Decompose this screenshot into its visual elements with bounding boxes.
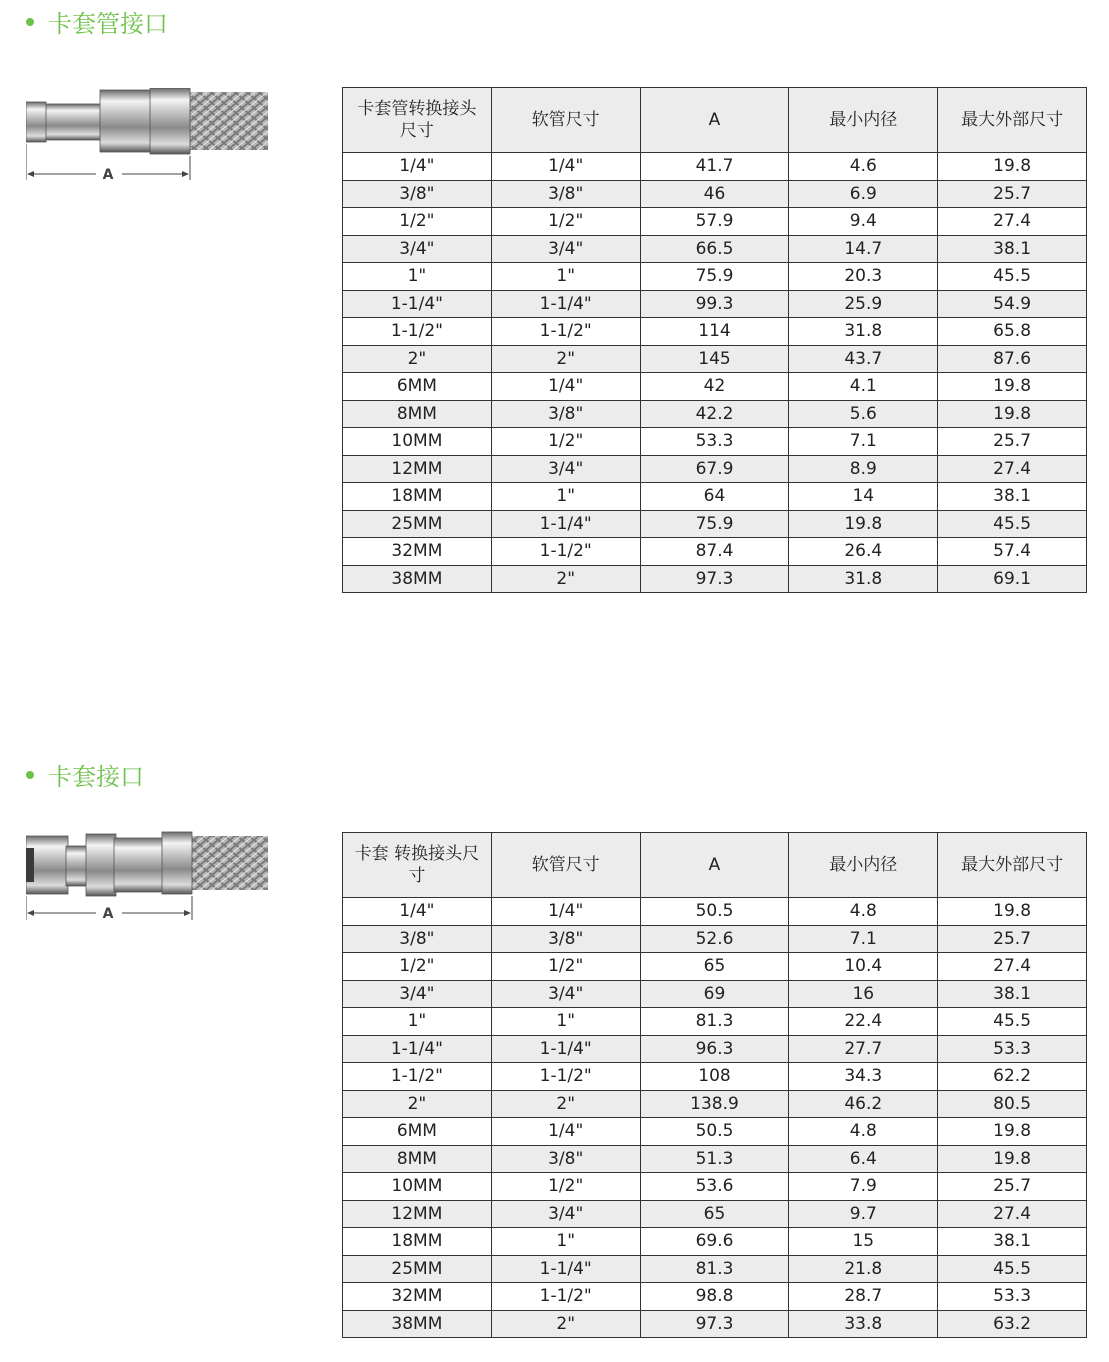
table-cell: 4.8	[789, 898, 938, 926]
table-cell: 53.3	[640, 428, 789, 456]
table-cell: 1/4"	[491, 153, 640, 181]
table-cell: 27.7	[789, 1035, 938, 1063]
table-row	[343, 1118, 1087, 1146]
table-row	[343, 898, 1087, 926]
table-cell: 3/4"	[491, 455, 640, 483]
table-cell: 38.1	[938, 1228, 1087, 1256]
table-cell: 66.5	[640, 235, 789, 263]
table-cell: 7.1	[789, 428, 938, 456]
table-cell: 45.5	[938, 1255, 1087, 1283]
table-row	[343, 980, 1087, 1008]
table-cell: 20.3	[789, 263, 938, 291]
section-title-text: 卡套接口	[48, 763, 144, 791]
table-cell: 12MM	[343, 455, 492, 483]
table-cell: 10.4	[789, 953, 938, 981]
table-cell: 31.8	[789, 565, 938, 593]
table-cell: 25MM	[343, 1255, 492, 1283]
table-cell: 80.5	[938, 1090, 1087, 1118]
table-row	[343, 953, 1087, 981]
column-header: 卡套管转换接头尺寸	[343, 88, 492, 153]
table-cell: 2"	[491, 1310, 640, 1338]
table-row	[343, 290, 1087, 318]
table-cell: 31.8	[789, 318, 938, 346]
table-cell: 3/8"	[491, 1145, 640, 1173]
table-cell: 28.7	[789, 1283, 938, 1311]
table-cell: 4.1	[789, 373, 938, 401]
tube-fitting-diagram	[26, 88, 268, 192]
table-cell: 96.3	[640, 1035, 789, 1063]
table-cell: 98.8	[640, 1283, 789, 1311]
table-cell: 87.4	[640, 538, 789, 566]
column-header: A	[640, 88, 789, 153]
table-cell: 27.4	[938, 455, 1087, 483]
table-cell: 6MM	[343, 373, 492, 401]
table-cell: 50.5	[640, 898, 789, 926]
table-cell: 33.8	[789, 1310, 938, 1338]
section-title-ferrule	[26, 757, 144, 792]
section-title-text: 卡套管接口	[48, 10, 168, 38]
table-row	[343, 565, 1087, 593]
table-cell: 3/8"	[491, 400, 640, 428]
table-cell: 2"	[343, 345, 492, 373]
column-header: 最小内径	[789, 88, 938, 153]
table-cell: 19.8	[938, 400, 1087, 428]
table-cell: 75.9	[640, 263, 789, 291]
table-cell: 19.8	[938, 1145, 1087, 1173]
hose-fitting-icon	[26, 88, 268, 188]
table-cell: 53.6	[640, 1173, 789, 1201]
table-cell: 27.4	[938, 953, 1087, 981]
table-cell: 8MM	[343, 400, 492, 428]
dimension-label: A	[102, 167, 114, 183]
table-cell: 67.9	[640, 455, 789, 483]
table-cell: 19.8	[789, 510, 938, 538]
table-cell: 38.1	[938, 483, 1087, 511]
table-row	[343, 373, 1087, 401]
table-cell: 18MM	[343, 483, 492, 511]
table-cell: 50.5	[640, 1118, 789, 1146]
table-row	[343, 345, 1087, 373]
table-cell: 3/8"	[343, 180, 492, 208]
table-row	[343, 1173, 1087, 1201]
table-row	[343, 1035, 1087, 1063]
table-cell: 45.5	[938, 1008, 1087, 1036]
table-cell: 57.4	[938, 538, 1087, 566]
table-row	[343, 1310, 1087, 1338]
table-cell: 41.7	[640, 153, 789, 181]
table-cell: 42.2	[640, 400, 789, 428]
table-cell: 63.2	[938, 1310, 1087, 1338]
column-header: 最大外部尺寸	[938, 833, 1087, 898]
table-cell: 2"	[491, 1090, 640, 1118]
table-cell: 3/4"	[491, 1200, 640, 1228]
ferrule-fitting-diagram	[26, 830, 268, 929]
table-cell: 14.7	[789, 235, 938, 263]
table-row	[343, 925, 1087, 953]
table-cell: 97.3	[640, 1310, 789, 1338]
table-cell: 1/2"	[491, 1173, 640, 1201]
table-cell: 27.4	[938, 208, 1087, 236]
table-cell: 3/4"	[343, 235, 492, 263]
table-cell: 81.3	[640, 1008, 789, 1036]
section-title-tube-fitting	[26, 4, 168, 39]
table-cell: 46.2	[789, 1090, 938, 1118]
table-cell: 1/4"	[343, 898, 492, 926]
table-cell: 2"	[491, 345, 640, 373]
table-cell: 43.7	[789, 345, 938, 373]
table-cell: 45.5	[938, 510, 1087, 538]
table-row	[343, 510, 1087, 538]
table-cell: 69.6	[640, 1228, 789, 1256]
table-cell: 81.3	[640, 1255, 789, 1283]
table-row	[343, 318, 1087, 346]
table-row	[343, 483, 1087, 511]
table-cell: 65	[640, 1200, 789, 1228]
table-cell: 38.1	[938, 235, 1087, 263]
dimension-label: A	[102, 906, 114, 922]
table-cell: 65	[640, 953, 789, 981]
table-cell: 1-1/2"	[343, 1063, 492, 1091]
table-cell: 45.5	[938, 263, 1087, 291]
table-cell: 1-1/4"	[343, 290, 492, 318]
table-cell: 138.9	[640, 1090, 789, 1118]
column-header: 最小内径	[789, 833, 938, 898]
column-header: 卡套 转换接头尺寸	[343, 833, 492, 898]
table-cell: 10MM	[343, 428, 492, 456]
table-cell: 1-1/4"	[491, 290, 640, 318]
table-row	[343, 180, 1087, 208]
column-header: A	[640, 833, 789, 898]
column-header: 软管尺寸	[491, 833, 640, 898]
table-cell: 25MM	[343, 510, 492, 538]
table-row	[343, 1063, 1087, 1091]
table-cell: 145	[640, 345, 789, 373]
table-cell: 1/2"	[343, 953, 492, 981]
table-cell: 22.4	[789, 1008, 938, 1036]
table-cell: 16	[789, 980, 938, 1008]
table-cell: 3/8"	[491, 925, 640, 953]
table-cell: 1/2"	[491, 208, 640, 236]
table-row	[343, 455, 1087, 483]
table-cell: 1"	[491, 1228, 640, 1256]
table-cell: 97.3	[640, 565, 789, 593]
table-row	[343, 428, 1087, 456]
table-cell: 1"	[343, 263, 492, 291]
table-cell: 38.1	[938, 980, 1087, 1008]
table-cell: 1-1/4"	[491, 1255, 640, 1283]
table-cell: 99.3	[640, 290, 789, 318]
table-row	[343, 263, 1087, 291]
table-cell: 42	[640, 373, 789, 401]
table-cell: 3/8"	[491, 180, 640, 208]
table-cell: 1-1/2"	[491, 1063, 640, 1091]
table-cell: 38MM	[343, 1310, 492, 1338]
table-cell: 3/4"	[491, 235, 640, 263]
table-cell: 1-1/2"	[491, 538, 640, 566]
table-cell: 34.3	[789, 1063, 938, 1091]
table-row	[343, 235, 1087, 263]
table-cell: 1/4"	[343, 153, 492, 181]
spec-table-ferrule	[342, 832, 1087, 1338]
table-cell: 9.7	[789, 1200, 938, 1228]
hose-fitting-icon	[26, 830, 268, 925]
table-cell: 75.9	[640, 510, 789, 538]
table-cell: 12MM	[343, 1200, 492, 1228]
table-cell: 114	[640, 318, 789, 346]
table-cell: 27.4	[938, 1200, 1087, 1228]
table-cell: 1/2"	[343, 208, 492, 236]
table-cell: 53.3	[938, 1035, 1087, 1063]
column-header: 软管尺寸	[491, 88, 640, 153]
table-cell: 51.3	[640, 1145, 789, 1173]
table-cell: 1-1/2"	[491, 1283, 640, 1311]
table-cell: 4.6	[789, 153, 938, 181]
bullet-icon	[26, 771, 34, 779]
table-cell: 5.6	[789, 400, 938, 428]
table-cell: 1-1/4"	[491, 1035, 640, 1063]
table-cell: 19.8	[938, 373, 1087, 401]
table-cell: 1/4"	[491, 898, 640, 926]
table-cell: 1"	[491, 263, 640, 291]
column-header: 最大外部尺寸	[938, 88, 1087, 153]
spec-table-tube-fitting	[342, 87, 1087, 593]
table-cell: 38MM	[343, 565, 492, 593]
table-cell: 19.8	[938, 898, 1087, 926]
table-cell: 8MM	[343, 1145, 492, 1173]
table-cell: 64	[640, 483, 789, 511]
table-cell: 1-1/4"	[491, 510, 640, 538]
table-cell: 10MM	[343, 1173, 492, 1201]
table-cell: 26.4	[789, 538, 938, 566]
table-row	[343, 1090, 1087, 1118]
table-cell: 1"	[491, 483, 640, 511]
table-row	[343, 1200, 1087, 1228]
table-row	[343, 400, 1087, 428]
table-cell: 46	[640, 180, 789, 208]
table-cell: 69	[640, 980, 789, 1008]
table-cell: 19.8	[938, 1118, 1087, 1146]
table-cell: 53.3	[938, 1283, 1087, 1311]
table-cell: 7.1	[789, 925, 938, 953]
table-cell: 3/4"	[491, 980, 640, 1008]
table-header-row	[343, 833, 1087, 898]
table-cell: 14	[789, 483, 938, 511]
table-cell: 25.9	[789, 290, 938, 318]
table-cell: 32MM	[343, 538, 492, 566]
table-cell: 2"	[491, 565, 640, 593]
table-cell: 18MM	[343, 1228, 492, 1256]
table-cell: 4.8	[789, 1118, 938, 1146]
table-row	[343, 208, 1087, 236]
bullet-icon	[26, 18, 34, 26]
table-cell: 108	[640, 1063, 789, 1091]
table-cell: 32MM	[343, 1283, 492, 1311]
table-cell: 6.9	[789, 180, 938, 208]
table-cell: 25.7	[938, 180, 1087, 208]
table-cell: 1"	[343, 1008, 492, 1036]
table-cell: 25.7	[938, 428, 1087, 456]
table-row	[343, 538, 1087, 566]
table-cell: 87.6	[938, 345, 1087, 373]
table-cell: 8.9	[789, 455, 938, 483]
table-cell: 57.9	[640, 208, 789, 236]
table-row	[343, 1008, 1087, 1036]
table-row	[343, 153, 1087, 181]
table-cell: 52.6	[640, 925, 789, 953]
table-cell: 7.9	[789, 1173, 938, 1201]
table-cell: 3/8"	[343, 925, 492, 953]
table-cell: 3/4"	[343, 980, 492, 1008]
table-cell: 54.9	[938, 290, 1087, 318]
table-cell: 69.1	[938, 565, 1087, 593]
table-cell: 65.8	[938, 318, 1087, 346]
table-cell: 2"	[343, 1090, 492, 1118]
table-row	[343, 1283, 1087, 1311]
table-row	[343, 1255, 1087, 1283]
table-cell: 62.2	[938, 1063, 1087, 1091]
table-cell: 1/2"	[491, 953, 640, 981]
table-cell: 6.4	[789, 1145, 938, 1173]
table-cell: 15	[789, 1228, 938, 1256]
table-cell: 1/4"	[491, 1118, 640, 1146]
table-cell: 1/4"	[491, 373, 640, 401]
table-cell: 21.8	[789, 1255, 938, 1283]
table-cell: 6MM	[343, 1118, 492, 1146]
table-cell: 19.8	[938, 153, 1087, 181]
table-cell: 9.4	[789, 208, 938, 236]
table-cell: 1-1/2"	[343, 318, 492, 346]
table-row	[343, 1228, 1087, 1256]
table-row	[343, 1145, 1087, 1173]
table-cell: 1/2"	[491, 428, 640, 456]
table-cell: 25.7	[938, 1173, 1087, 1201]
table-cell: 1-1/2"	[491, 318, 640, 346]
table-cell: 1"	[491, 1008, 640, 1036]
table-cell: 25.7	[938, 925, 1087, 953]
table-header-row	[343, 88, 1087, 153]
table-cell: 1-1/4"	[343, 1035, 492, 1063]
